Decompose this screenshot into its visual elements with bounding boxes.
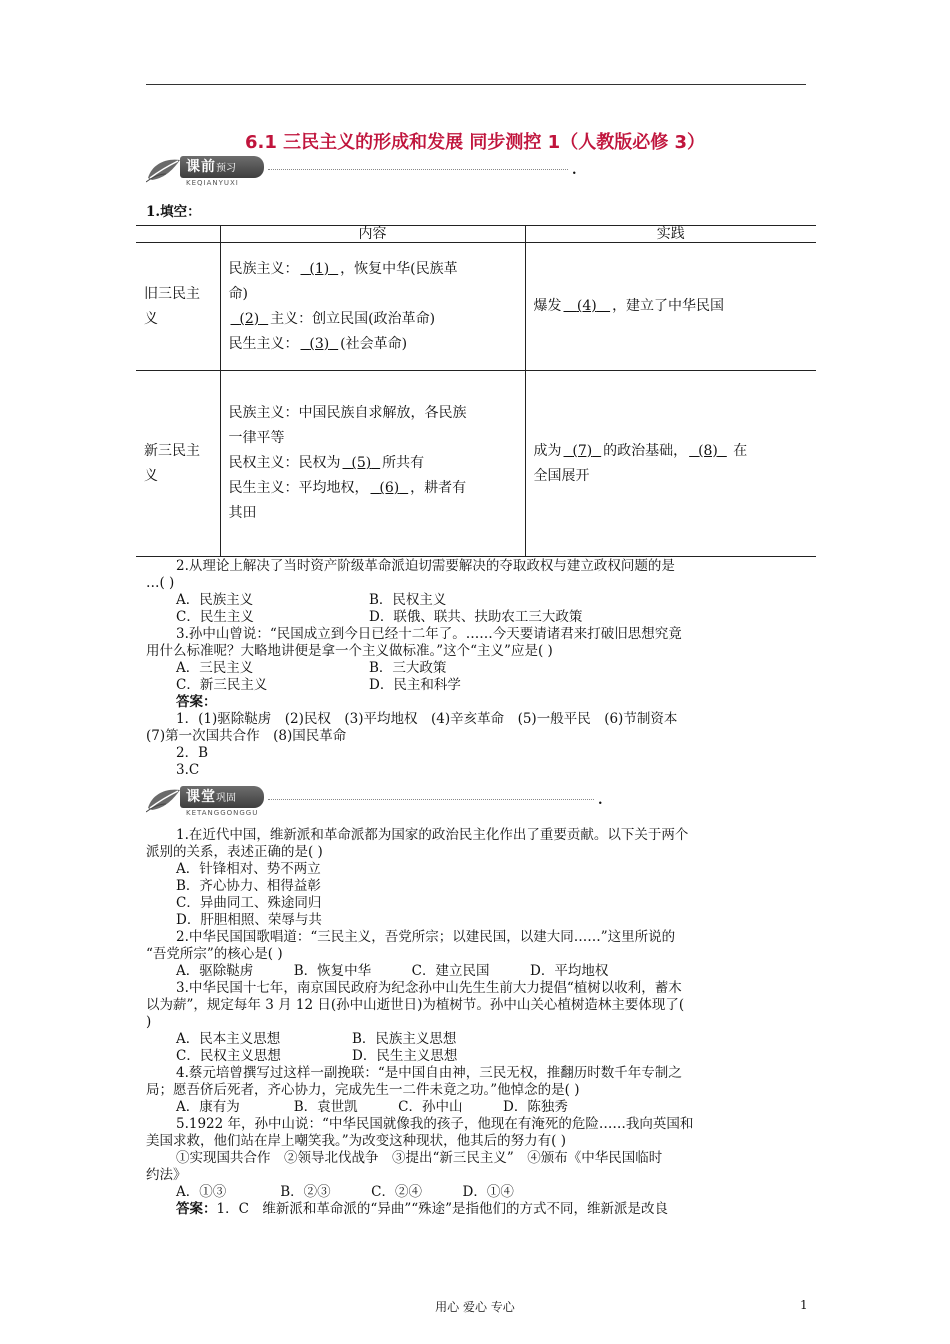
pre-q2-line2: …( ): [146, 575, 175, 591]
page-number: 1: [800, 1298, 808, 1312]
banner-pinyin: KETANGGONGGU: [186, 809, 259, 817]
banner-end-dot: .: [572, 163, 577, 178]
post-q1-option-d: D．肝胆相照、荣辱与共: [176, 912, 322, 928]
pre-answer-1-line1: 1．(1)驱除鞑虏 (2)民权 (3)平均地权 (4)辛亥革命 (5)一般平民 (6)节制资本: [176, 711, 678, 727]
pre-q3-option-d: D．民主和科学: [369, 677, 461, 693]
post-q5-options: A．①③ B．②③ C．②④ D．①④: [176, 1184, 514, 1200]
post-q3-option-c: C．民权主义思想: [176, 1048, 281, 1064]
row-label-new: 新三民主义: [136, 371, 220, 557]
banner-pinyin: KEQIANYUXI: [186, 179, 239, 187]
pre-q2-option-b: B．民权主义: [369, 592, 447, 608]
table-header-row: [136, 226, 816, 243]
banner-label: 课前预习: [180, 156, 264, 178]
post-q3-option-b: B．民族主义思想: [352, 1031, 457, 1047]
header-rule: [146, 84, 806, 85]
table-header-content: 内容: [220, 226, 525, 243]
row-content-new: 民族主义：中国民族自求解放，各民族 一律平等 民权主义：民权为 (5) 所共有 民生主义：平均地权， (6) ，耕者有 其田: [220, 371, 525, 557]
pre-q3-option-c: C．新三民主义: [176, 677, 268, 693]
post-q5-line3: ①实现国共合作 ②领导北伐战争 ③提出“新三民主义” ④颁布《中华民国临时: [176, 1150, 663, 1166]
table-header-empty: [136, 226, 220, 243]
post-q3-line1: 3.中华民国十七年，南京国民政府为纪念孙中山先生生前大力提倡“植树以收利，蓄木: [176, 980, 682, 996]
banner-dotted-line: [268, 169, 568, 170]
post-q4-options: A．康有为 B．袁世凯 C．孙中山 D．陈独秀: [176, 1099, 568, 1115]
section-banner-preview: [146, 152, 577, 192]
pre-answer-2: 2．B: [176, 745, 209, 761]
row-practice-old: 爆发 (4) ，建立了中华民国: [525, 243, 816, 371]
leaf-icon: [146, 786, 182, 814]
pre-q2-option-d: D．联俄、联共、扶助农工三大政策: [369, 609, 583, 625]
pre-q2-line1: 2.从理论上解决了当时资产阶级革命派迫切需要解决的夺取政权与建立政权问题的是: [176, 558, 675, 574]
post-q2-options: A．驱除鞑虏 B．恢复中华 C．建立民国 D．平均地权: [176, 963, 609, 979]
page-title: 6.1 三民主义的形成和发展 同步测控 1（人教版必修 3）: [245, 132, 705, 153]
banner-label: 课堂巩固: [180, 786, 264, 808]
row-label-old: 旧三民主义: [136, 243, 220, 371]
pre-answer-3: 3.C: [176, 762, 200, 778]
pre-q3-option-a: A．三民主义: [176, 660, 254, 676]
post-q3-line3: ): [146, 1014, 152, 1030]
post-q1-option-c: C．异曲同工、殊途同归: [176, 895, 322, 911]
post-q5-line2: 美国求救，他们站在岸上嘲笑我。”为改变这种现状，他其后的努力有( ): [146, 1133, 566, 1149]
post-q1-line1: 1.在近代中国，维新派和革命派都为国家的政治民主化作出了重要贡献。以下关于两个: [176, 827, 689, 843]
post-q5-line1: 5.1922 年，孙中山说：“中华民国就像我的孩子，他现在有淹死的危险……我向英国和: [176, 1116, 694, 1132]
fill-table: [136, 225, 816, 557]
post-q4-line2: 局；愿吾侪后死者，齐心协力，完成先生一二件未竟之功。”他悼念的是( ): [146, 1082, 580, 1098]
pre-q2-option-a: A．民族主义: [176, 592, 254, 608]
table-header-practice: 实践: [525, 226, 816, 243]
pre-q3-line1: 3.孙中山曾说：“民国成立到今日已经十二年了。……今天要请诸君来打破旧思想究竟: [176, 626, 682, 642]
table-row: [136, 243, 816, 371]
post-q3-option-a: A．民本主义思想: [176, 1031, 281, 1047]
page-footer: 用心 爱心 专心: [435, 1300, 515, 1314]
banner-end-dot: .: [598, 793, 603, 808]
question-1-label: 1.填空：: [146, 204, 201, 220]
pre-answer-1-line2: (7)第一次国共合作 (8)国民革命: [146, 728, 347, 744]
post-q5-line4: 约法》: [146, 1167, 187, 1183]
post-q3-line2: 以为薪”，规定每年 3 月 12 日(孙中山逝世日)为植树节。孙中山关心植树造林主要体现了(: [146, 997, 685, 1013]
pre-answer-label: 答案：: [176, 694, 217, 710]
section-banner-consolidate: [146, 782, 603, 822]
post-q3-option-d: D．民生主义思想: [352, 1048, 458, 1064]
post-q2-line2: “吾党所宗”的核心是( ): [146, 946, 283, 962]
post-q4-line1: 4.蔡元培曾撰写过这样一副挽联：“是中国自由神，三民无权，推翻历时数千年专制之: [176, 1065, 682, 1081]
post-q1-option-a: A．针锋相对、势不两立: [176, 861, 321, 877]
post-answer-1: 答案：1．C 维新派和革命派的“异曲”“殊途”是指他们的方式不同，维新派是改良: [176, 1201, 669, 1217]
table-row: [136, 371, 816, 557]
pre-q3-line2: 用什么标准呢？大略地讲便是拿一个主义做标准。”这个“主义”应是( ): [146, 643, 553, 659]
banner-dotted-line: [268, 799, 594, 800]
post-q1-line2: 派别的关系，表述正确的是( ): [146, 844, 323, 860]
row-practice-new: 成为 (7) 的政治基础， (8) 在 全国展开: [525, 371, 816, 557]
leaf-icon: [146, 156, 182, 184]
row-content-old: 民族主义： (1) ，恢复中华(民族革 命) (2) 主义：创立民国(政治革命) 民生主义： (3) (社会革命): [220, 243, 525, 371]
post-q1-option-b: B．齐心协力、相得益彰: [176, 878, 321, 894]
pre-q3-option-b: B．三大政策: [369, 660, 447, 676]
pre-q2-option-c: C．民生主义: [176, 609, 254, 625]
post-q2-line1: 2.中华民国国歌唱道：“三民主义，吾党所宗；以建民国，以建大同……”这里所说的: [176, 929, 676, 945]
